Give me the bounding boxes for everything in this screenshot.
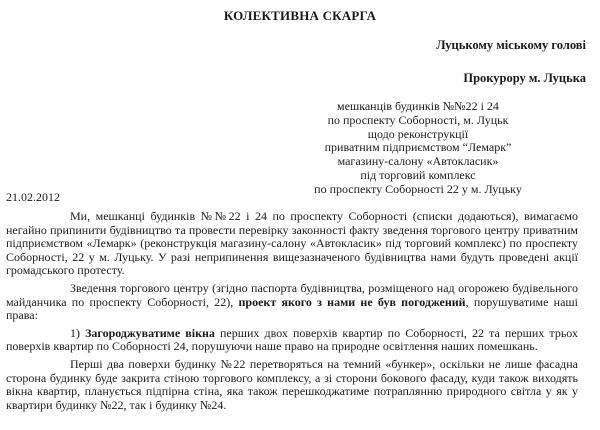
residents-line: по проспекту Соборності, м. Луцьк bbox=[327, 112, 509, 127]
paragraph-item-1 bbox=[6, 327, 578, 354]
residents-line: приватним підприємством “Лемарк” bbox=[324, 140, 512, 155]
residents-line: магазину-салону «Автокласик» bbox=[337, 154, 499, 169]
paragraph-text: , порушуватиме наші права: bbox=[6, 294, 579, 323]
addressee-mayor: Луцькому міському голові bbox=[436, 38, 586, 52]
paragraph-text: Зведення торгового центру (згідно паспорта будівництва, розміщеного над огорожею будівельного майданчика по проспекту Соборності, 22), bbox=[6, 280, 578, 309]
document-title: КОЛЕКТИВНА СКАРГА bbox=[223, 8, 377, 23]
residents-line: по проспекту Соборності 22 у м. Луцьку bbox=[314, 181, 522, 196]
residents-line: мешканців будинків №№22 і 24 bbox=[337, 99, 499, 113]
residents-block bbox=[258, 100, 578, 197]
paragraph-bold-text: проект якого з нами не був погоджений bbox=[238, 294, 466, 309]
paragraph-construction bbox=[6, 282, 578, 323]
item-number: 1) bbox=[70, 325, 86, 340]
paragraph-bunker: Перші два поверхи будинку №22 перетворяться на темний «бункер», оскільки не лише фасадна сторона будинку буде закрита стіною торгового комплексу, а зі сторони бокового фасаду, куди також виходять вікна квартир, планується підпірна стіна, яка також перешкоджатиме потраплянню природного світла у як у квартири будинку №22, так і будинку №24. bbox=[6, 356, 578, 412]
residents-line: щодо реконструкції bbox=[367, 126, 469, 141]
addressee-prosecutor: Прокурору м. Луцька bbox=[463, 71, 586, 85]
document-body bbox=[6, 210, 578, 416]
document-date: 21.02.2012 bbox=[6, 190, 60, 204]
item-text: перших двох поверхів квартир по Соборності, 22 та перших трьох поверхів квартир по Соборності 24, порушуючи наше право на природне освітлення наших помешкань. bbox=[6, 325, 578, 354]
residents-line: під торговий комплекс bbox=[360, 167, 476, 182]
item-bold-text: Загороджуватиме вікна bbox=[85, 325, 215, 340]
paragraph-demand: Ми, мешканці будинків №№22 і 24 по проспекту Соборності (списки додаються), вимагаємо негайно припинити будівництво та провести перевірку законності факту зведення торгового центру приватним підприємством «Лемарк» (реконструкція магазину-салону «Автокласик» під торговий комплекс) по проспекту Соборності, 22 у м. Луцьку. У разі неприпинення вищезазначеного будівництва нами будуть проведені акції громадського протесту. bbox=[6, 209, 578, 278]
